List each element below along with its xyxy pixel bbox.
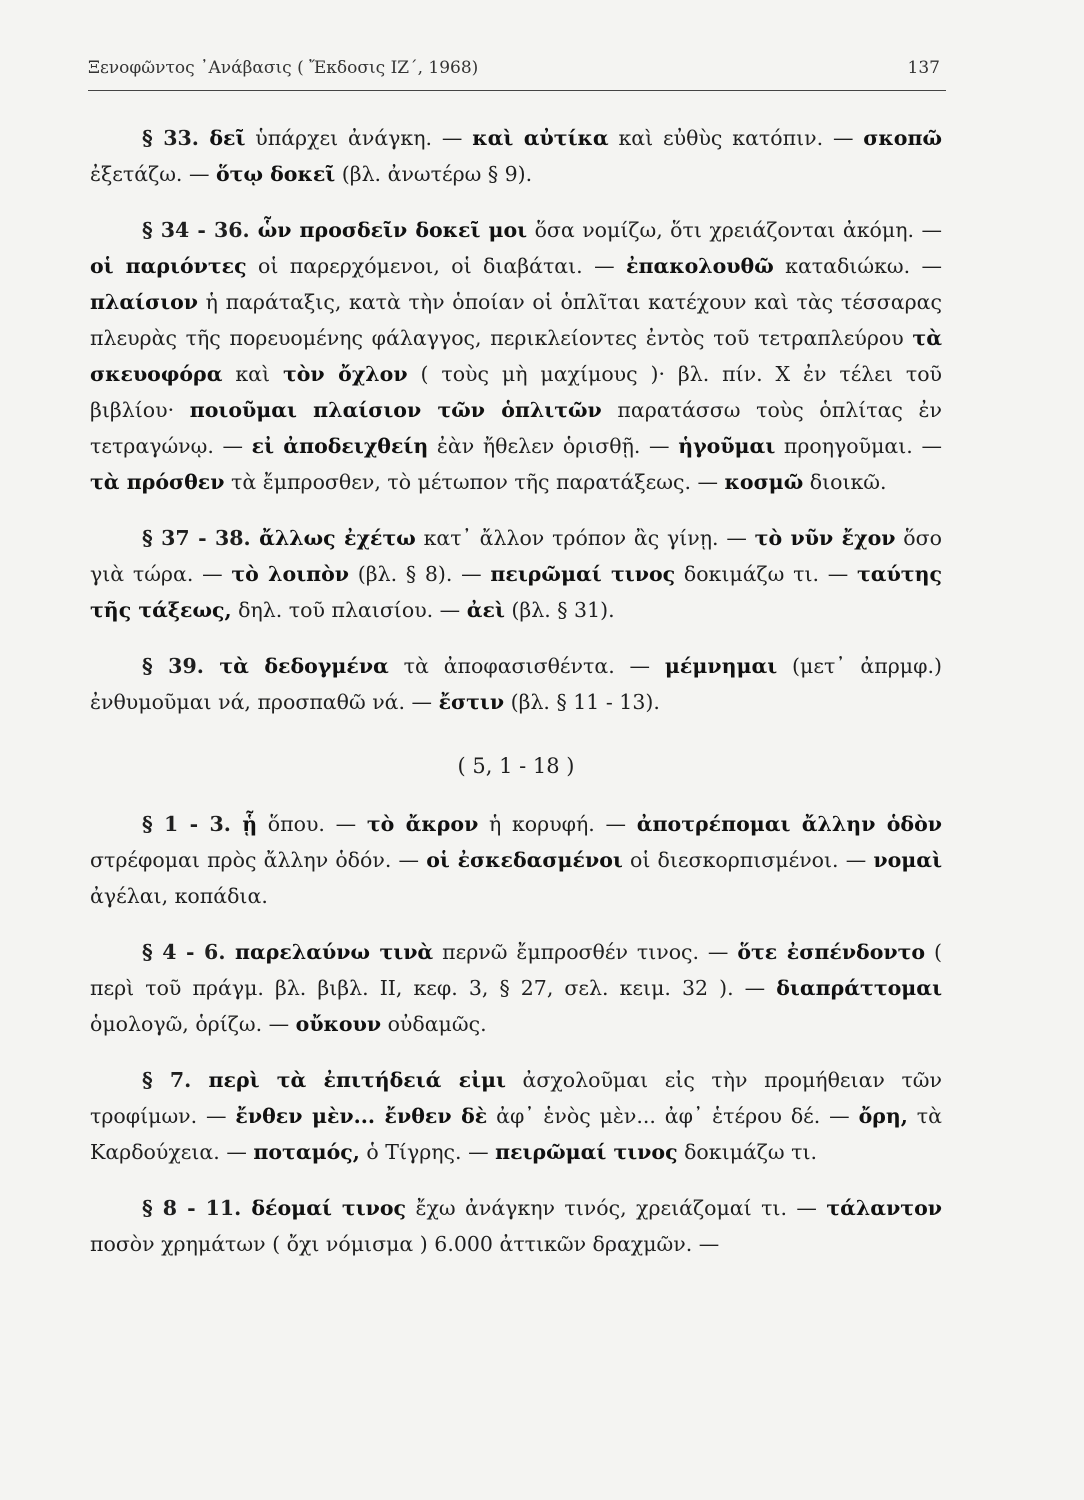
section-number: § 7. (142, 1068, 209, 1092)
gloss-text: ὁ Τίγρης. — (359, 1140, 496, 1164)
gloss-text: ἀσχολοῦμαι εἰς τὴν προμήθειαν τῶν τροφίμων. — (90, 1068, 942, 1128)
gloss-text: ( περὶ τοῦ πράγμ. βλ. βιβλ. II, κεφ. 3, § 27, σελ. κειμ. 32 ). — (90, 940, 943, 1000)
gloss-text: διοικῶ. (803, 470, 887, 494)
page-body (90, 120, 942, 1282)
gloss-text: δηλ. τοῦ πλαισίου. — (231, 598, 467, 622)
running-title: Ξενοφῶντος ᾽Ανάβασις ( Ἔκδοσις ΙΖ΄, 1968) (88, 58, 479, 78)
lemma-term: ἄλλως ἐχέτω (259, 526, 416, 550)
commentary-paragraph (90, 120, 942, 192)
commentary-paragraph (90, 1190, 942, 1262)
lemma-term: σκοπῶ (863, 126, 942, 150)
gloss-text: (βλ. § 8). — (349, 562, 491, 586)
section-number: § 39. (142, 654, 220, 678)
gloss-text: ἀφ᾽ ἑνὸς μὲν... ἀφ᾽ ἑτέρου δέ. — (487, 1104, 859, 1128)
chapter-heading: ( 5, 1 - 18 ) (457, 754, 575, 778)
gloss-text: καταδιώκω. — (773, 254, 943, 278)
lemma-term: τὰ πρόσθεν (90, 470, 225, 494)
lemma-term: ὅτῳ δοκεῖ (215, 162, 336, 186)
section-number: § 4 - 6. (142, 940, 235, 964)
gloss-text: προηγοῦμαι. — (775, 434, 942, 458)
gloss-text: περνῶ ἔμπροσθέν τινος. — (433, 940, 738, 964)
gloss-text: (βλ. § 11 - 13). (504, 690, 660, 714)
section-number: § 8 - 11. (142, 1196, 252, 1220)
gloss-text: ἀγέλαι, κοπάδια. (90, 884, 268, 908)
gloss-text: τὰ ἔμπροσθεν, τὸ μέτωπον τῆς παρατάξεως. — (224, 470, 725, 494)
gloss-text: καὶ εὐθὺς κατόπιν. — (608, 126, 864, 150)
lemma-term: ἀεὶ (466, 598, 505, 622)
gloss-text: ὅπου. — (257, 812, 367, 836)
gloss-text: οἱ παρερχόμενοι, οἱ διαβάται. — (246, 254, 626, 278)
lemma-term: δέομαί τινος (251, 1196, 407, 1220)
lemma-term: ταύτης τῆς τάξεως, (90, 562, 942, 622)
lemma-term: δεῖ (209, 126, 246, 150)
lemma-term: περὶ τὰ ἐπιτήδειά εἰμι (208, 1068, 506, 1092)
lemma-term: ὅτε ἐσπένδοντο (737, 940, 926, 964)
commentary-paragraph (90, 806, 942, 914)
commentary-paragraph (90, 1062, 942, 1170)
lemma-term: καὶ αὐτίκα (472, 126, 609, 150)
gloss-text: ὑπάρχει ἀνάγκη. — (245, 126, 473, 150)
lemma-term: τὸν ὄχλον (282, 362, 408, 386)
lemma-term: τὸ ἄκρον (366, 812, 479, 836)
lemma-term: ἔστιν (438, 690, 505, 714)
commentary-group-1 (90, 120, 942, 720)
lemma-term: τὰ σκευοφόρα (90, 326, 942, 386)
header-rule (88, 90, 946, 91)
gloss-text: παρατάσσω τοὺς ὁπλίτας ἐν τετραγώνῳ. — (90, 398, 942, 458)
gloss-text: τὰ Καρδούχεια. — (90, 1104, 942, 1164)
lemma-term: ἔνθεν μὲν... ἔνθεν δὲ (235, 1104, 488, 1128)
gloss-text: οἱ διεσκορπισμένοι. — (622, 848, 874, 872)
lemma-term: τάλαντον (826, 1196, 942, 1220)
lemma-term: οἱ παριόντες (90, 254, 247, 278)
lemma-term: πειρῶμαί τινος (490, 562, 676, 586)
commentary-paragraph (90, 520, 942, 628)
section-number: § 33. (142, 126, 210, 150)
gloss-text: ἐξετάζω. — (90, 162, 216, 186)
gloss-text: οὐδαμῶς. (381, 1012, 487, 1036)
lemma-term: διαπράττομαι (776, 976, 942, 1000)
lemma-term: ἀποτρέπομαι ἄλλην ὁδὸν (636, 812, 942, 836)
gloss-text: ὁμολογῶ, ὁρίζω. — (90, 1012, 296, 1036)
gloss-text: δοκιμάζω τι. (677, 1140, 818, 1164)
gloss-text: στρέφομαι πρὸς ἄλλην ὁδόν. — (90, 848, 427, 872)
lemma-term: πλαίσιον (90, 290, 199, 314)
lemma-term: μέμνημαι (664, 654, 778, 678)
lemma-term: πειρῶμαί τινος (495, 1140, 678, 1164)
running-header (88, 58, 940, 78)
gloss-text: (μετ᾽ ἀπρμφ.) ἐνθυμοῦμαι νά, προσπαθῶ νά. — (90, 654, 942, 714)
lemma-term: τὰ δεδογμένα (219, 654, 389, 678)
commentary-group-2 (90, 806, 942, 1262)
lemma-term: ὄρη, (858, 1104, 908, 1128)
gloss-text: ἔχω ἀνάγκην τινός, χρειάζομαί τι. — (406, 1196, 827, 1220)
gloss-text: ( τοὺς μὴ μαχίμους )· βλ. πίν. Χ ἐν τέλει τοῦ βιβλίου· (90, 362, 942, 422)
gloss-text: ποσὸν χρημάτων ( ὄχι νόμισμα ) 6.000 ἀττικῶν δραχμῶν. — (90, 1232, 720, 1256)
lemma-term: ἡγοῦμαι (678, 434, 776, 458)
lemma-term: κοσμῶ (724, 470, 804, 494)
lemma-term: νομαὶ (873, 848, 943, 872)
lemma-term: ποιοῦμαι πλαίσιον τῶν ὁπλιτῶν (189, 398, 602, 422)
lemma-term: τὸ νῦν ἔχον (754, 526, 896, 550)
lemma-term: τὸ λοιπὸν (231, 562, 350, 586)
gloss-text: ἡ παράταξις, κατὰ τὴν ὁποίαν οἱ ὁπλῖται κατέχουν καὶ τὰς τέσσαρας πλευρὰς τῆς πορευομένης φάλαγγος, περικλείοντες ἐντὸς τοῦ τετραπλεύρου (90, 290, 942, 350)
gloss-text: ὅσα νομίζω, ὅτι χρειάζονται ἀκόμη. — (527, 218, 942, 242)
commentary-paragraph (90, 934, 942, 1042)
lemma-term: οἱ ἐσκεδασμένοι (426, 848, 623, 872)
gloss-text: κατ᾽ ἄλλον τρόπον ἂς γίνῃ. — (415, 526, 755, 550)
page-number: 137 (907, 58, 940, 78)
gloss-text: (βλ. § 31). (504, 598, 615, 622)
commentary-paragraph (90, 212, 942, 500)
gloss-text: καὶ (222, 362, 283, 386)
lemma-term: εἰ ἀποδειχθείη (251, 434, 429, 458)
commentary-paragraph (90, 648, 942, 720)
gloss-text: ἡ κορυφή. — (478, 812, 637, 836)
section-number: § 34 - 36. (142, 218, 258, 242)
section-number: § 1 - 3. (142, 812, 243, 836)
gloss-text: τὰ ἀποφασισθέντα. — (388, 654, 665, 678)
lemma-term: ὧν προσδεῖν δοκεῖ μοι (257, 218, 528, 242)
gloss-text: δοκιμάζω τι. — (675, 562, 858, 586)
lemma-term: ᾗ (242, 812, 258, 836)
lemma-term: οὔκουν (295, 1012, 382, 1036)
lemma-term: παρελαύνω τινὰ (234, 940, 434, 964)
gloss-text: ὅσο γιὰ τώρα. — (90, 526, 942, 586)
lemma-term: ἐπακολουθῶ (625, 254, 774, 278)
gloss-text: (βλ. ἀνωτέρω § 9). (335, 162, 533, 186)
lemma-term: ποταμός, (253, 1140, 360, 1164)
section-number: § 37 - 38. (142, 526, 260, 550)
gloss-text: ἐὰν ἤθελεν ὁρισθῇ. — (428, 434, 679, 458)
